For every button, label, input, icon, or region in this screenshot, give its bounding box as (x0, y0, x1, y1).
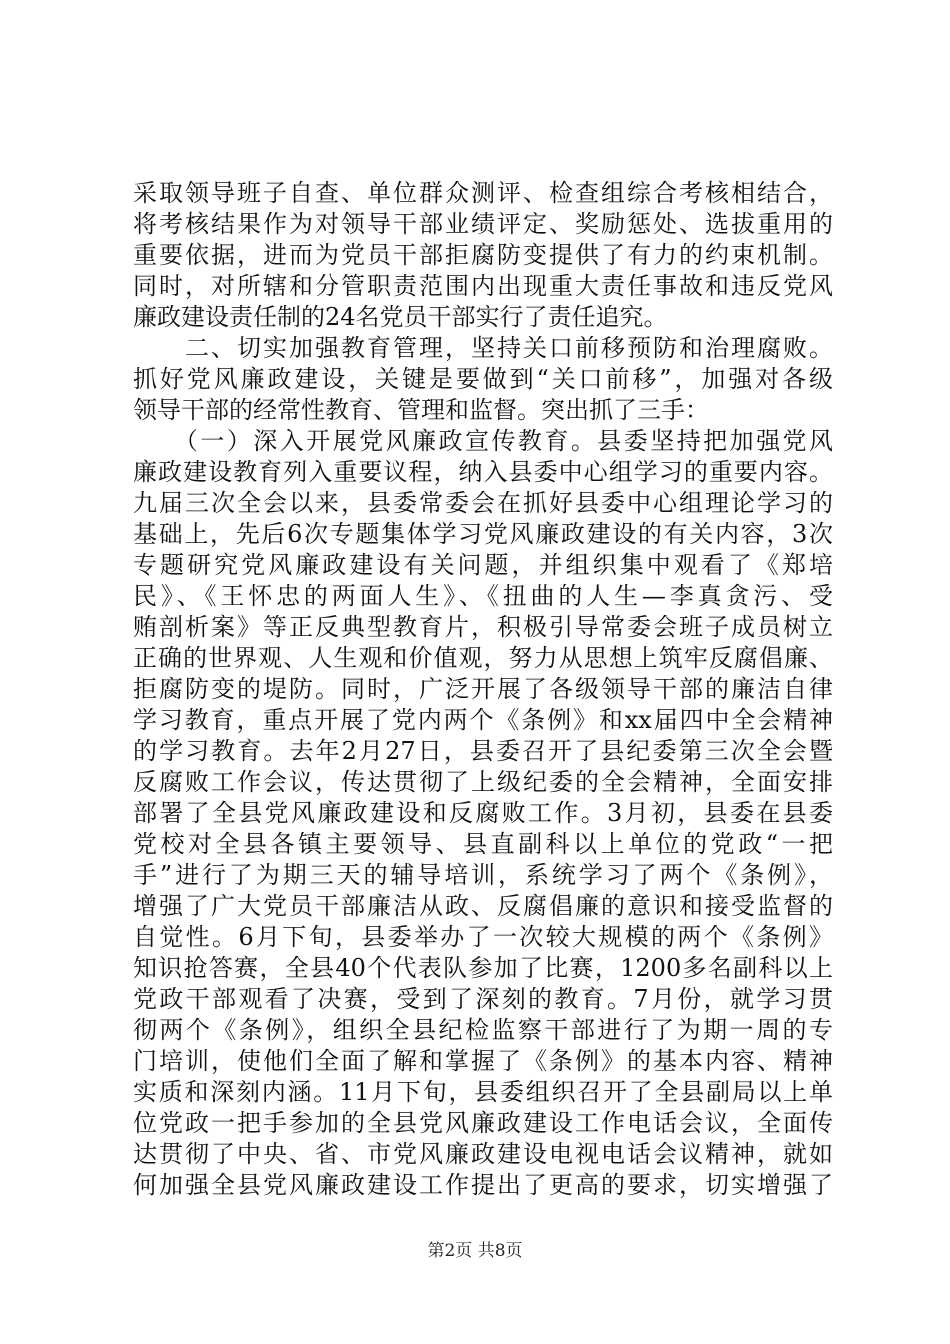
text-line: 自觉性。6月下旬，县委举办了一次较大规模的两个《条例》 (133, 923, 833, 951)
text-line: 党政干部观看了决赛，受到了深刻的教育。7月份，就学习贯 (133, 985, 833, 1013)
text-line: 将考核结果作为对领导干部业绩评定、奖励惩处、选拔重用的 (133, 210, 833, 238)
text-line: 九届三次全会以来，县委常委会在抓好县委中心组理论学习的 (133, 489, 833, 517)
text-line: 学习教育，重点开展了党内两个《条例》和xx届四中全会精神 (133, 706, 833, 734)
text-line: 抓好党风廉政建设，关键是要做到“关口前移”，加强对各级 (133, 365, 833, 393)
text-line: 正确的世界观、人生观和价值观，努力从思想上筑牢反腐倡廉、 (133, 644, 833, 672)
text-line: 二、切实加强教育管理，坚持关口前移预防和治理腐败。 (133, 334, 833, 362)
text-line: 实质和深刻内涵。11月下旬，县委组织召开了全县副局以上单 (133, 1078, 833, 1106)
text-line: 拒腐防变的堤防。同时，广泛开展了各级领导干部的廉洁自律 (133, 675, 833, 703)
text-line: 反腐败工作会议，传达贯彻了上级纪委的全会精神，全面安排 (133, 768, 833, 796)
text-line: 的学习教育。去年2月27日，县委召开了县纪委第三次全会暨 (133, 737, 833, 765)
text-line: 采取领导班子自查、单位群众测评、检查组综合考核相结合， (133, 179, 833, 207)
text-line: 领导干部的经常性教育、管理和监督。突出抓了三手： (133, 396, 709, 424)
text-line: 达贯彻了中央、省、市党风廉政建设电视电话会议精神，就如 (133, 1140, 833, 1168)
body-text (133, 178, 833, 1201)
text-line: 门培训，使他们全面了解和掌握了《条例》的基本内容、精神 (133, 1047, 833, 1075)
page-footer: 第2页 共8页 (427, 1241, 523, 1261)
text-line: 基础上，先后6次专题集体学习党风廉政建设的有关内容，3次 (133, 520, 833, 548)
text-line: （一）深入开展党风廉政宣传教育。县委坚持把加强党风 (133, 427, 833, 455)
text-line: 知识抢答赛，全县40个代表队参加了比赛，1200多名副科以上 (133, 954, 833, 982)
text-line: 廉政建设责任制的24名党员干部实行了责任追究。 (133, 303, 668, 331)
text-line: 部署了全县党风廉政建设和反腐败工作。3月初，县委在县委 (133, 799, 833, 827)
text-line: 党校对全县各镇主要领导、县直副科以上单位的党政“一把 (133, 830, 833, 858)
text-line: 民》、《王怀忠的两面人生》、《扭曲的人生—李真贪污、受 (133, 582, 833, 610)
text-line: 重要依据，进而为党员干部拒腐防变提供了有力的约束机制。 (133, 241, 833, 269)
text-line: 彻两个《条例》，组织全县纪检监察干部进行了为期一周的专 (133, 1016, 833, 1044)
text-line: 增强了广大党员干部廉洁从政、反腐倡廉的意识和接受监督的 (133, 892, 833, 920)
text-line: 贿剖析案》等正反典型教育片，积极引导常委会班子成员树立 (133, 613, 833, 641)
text-line: 何加强全县党风廉政建设工作提出了更高的要求，切实增强了 (133, 1171, 833, 1199)
text-line: 廉政建设教育列入重要议程，纳入县委中心组学习的重要内容。 (133, 458, 833, 486)
text-line: 同时，对所辖和分管职责范围内出现重大责任事故和违反党风 (133, 272, 833, 300)
text-line: 专题研究党风廉政建设有关问题，并组织集中观看了《郑培 (133, 551, 833, 579)
text-line: 位党政一把手参加的全县党风廉政建设工作电话会议，全面传 (133, 1109, 833, 1137)
text-line: 手”进行了为期三天的辅导培训，系统学习了两个《条例》， (133, 861, 833, 889)
